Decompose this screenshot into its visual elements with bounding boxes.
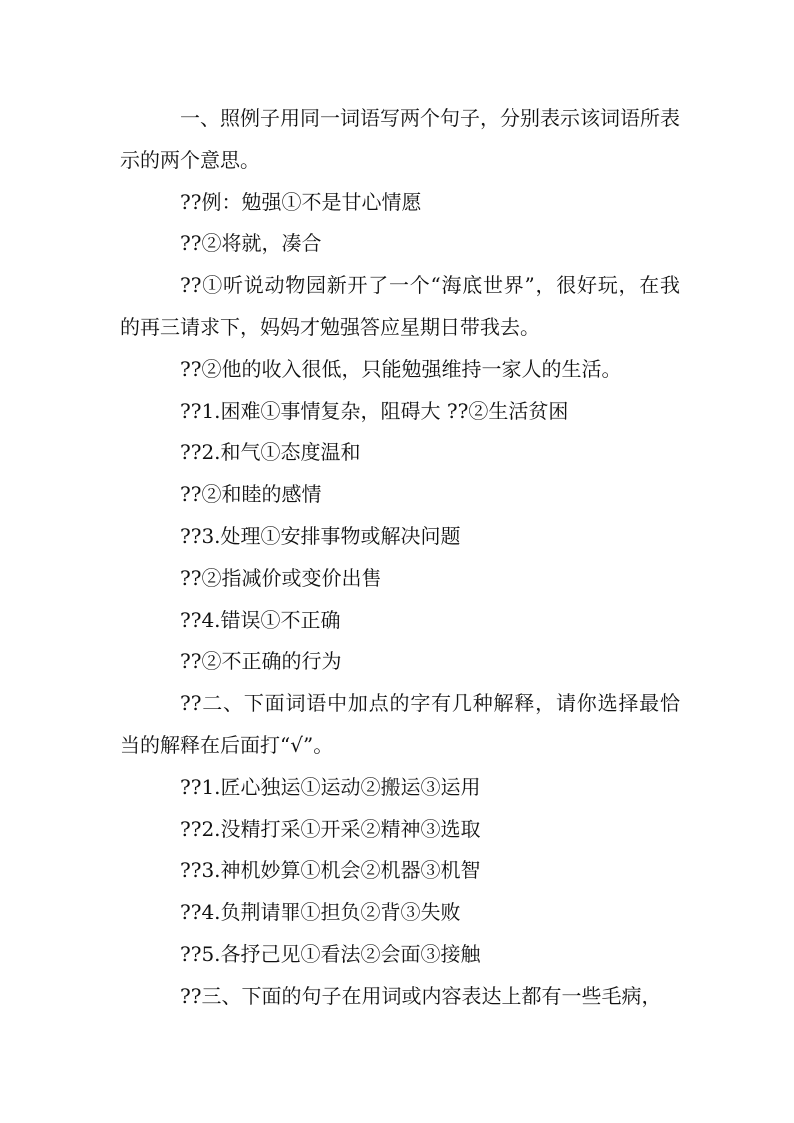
paragraph-15: ??2.没精打采①开采②精神③选取 xyxy=(180,816,481,841)
paragraph-11: ??4.错误①不正确 xyxy=(180,607,341,632)
paragraph-7: ??2.和气①态度温和 xyxy=(180,440,361,465)
paragraph-5: ??②他的收入很低，只能勉强维持一家人的生活。 xyxy=(180,356,622,381)
paragraph-8: ??②和睦的感情 xyxy=(180,482,322,507)
paragraph-1: 一、照例子用同一词语写两个句子，分别表示该词语所表示的两个意思。 xyxy=(120,106,680,172)
document-body xyxy=(120,98,680,1018)
paragraph-19: ??三、下面的句子在用词或内容表达上都有一些毛病， xyxy=(180,983,662,1008)
paragraph-10: ??②指减价或变价出售 xyxy=(180,565,382,590)
paragraph-13: ??二、下面词语中加点的字有几种解释，请你选择最恰当的解释在后面打“√”。 xyxy=(120,691,680,757)
paragraph-6: ??1.困难①事情复杂，阻碍大 ??②生活贫困 xyxy=(180,398,569,423)
paragraph-12: ??②不正确的行为 xyxy=(180,649,342,674)
paragraph-4: ??①听说动物园新开了一个“海底世界”，很好玩，在我的再三请求下，妈妈才勉强答应星期日带我去。 xyxy=(120,273,680,339)
paragraph-2: ??例：勉强①不是甘心情愿 xyxy=(180,189,422,214)
paragraph-9: ??3.处理①安排事物或解决问题 xyxy=(180,523,461,548)
paragraph-17: ??4.负荆请罪①担负②背③失败 xyxy=(180,900,461,925)
paragraph-18: ??5.各抒己见①看法②会面③接触 xyxy=(180,941,481,966)
paragraph-14: ??1.匠心独运①运动②搬运③运用 xyxy=(180,774,481,799)
paragraph-3: ??②将就，凑合 xyxy=(180,231,322,256)
paragraph-16: ??3.神机妙算①机会②机器③机智 xyxy=(180,858,481,883)
